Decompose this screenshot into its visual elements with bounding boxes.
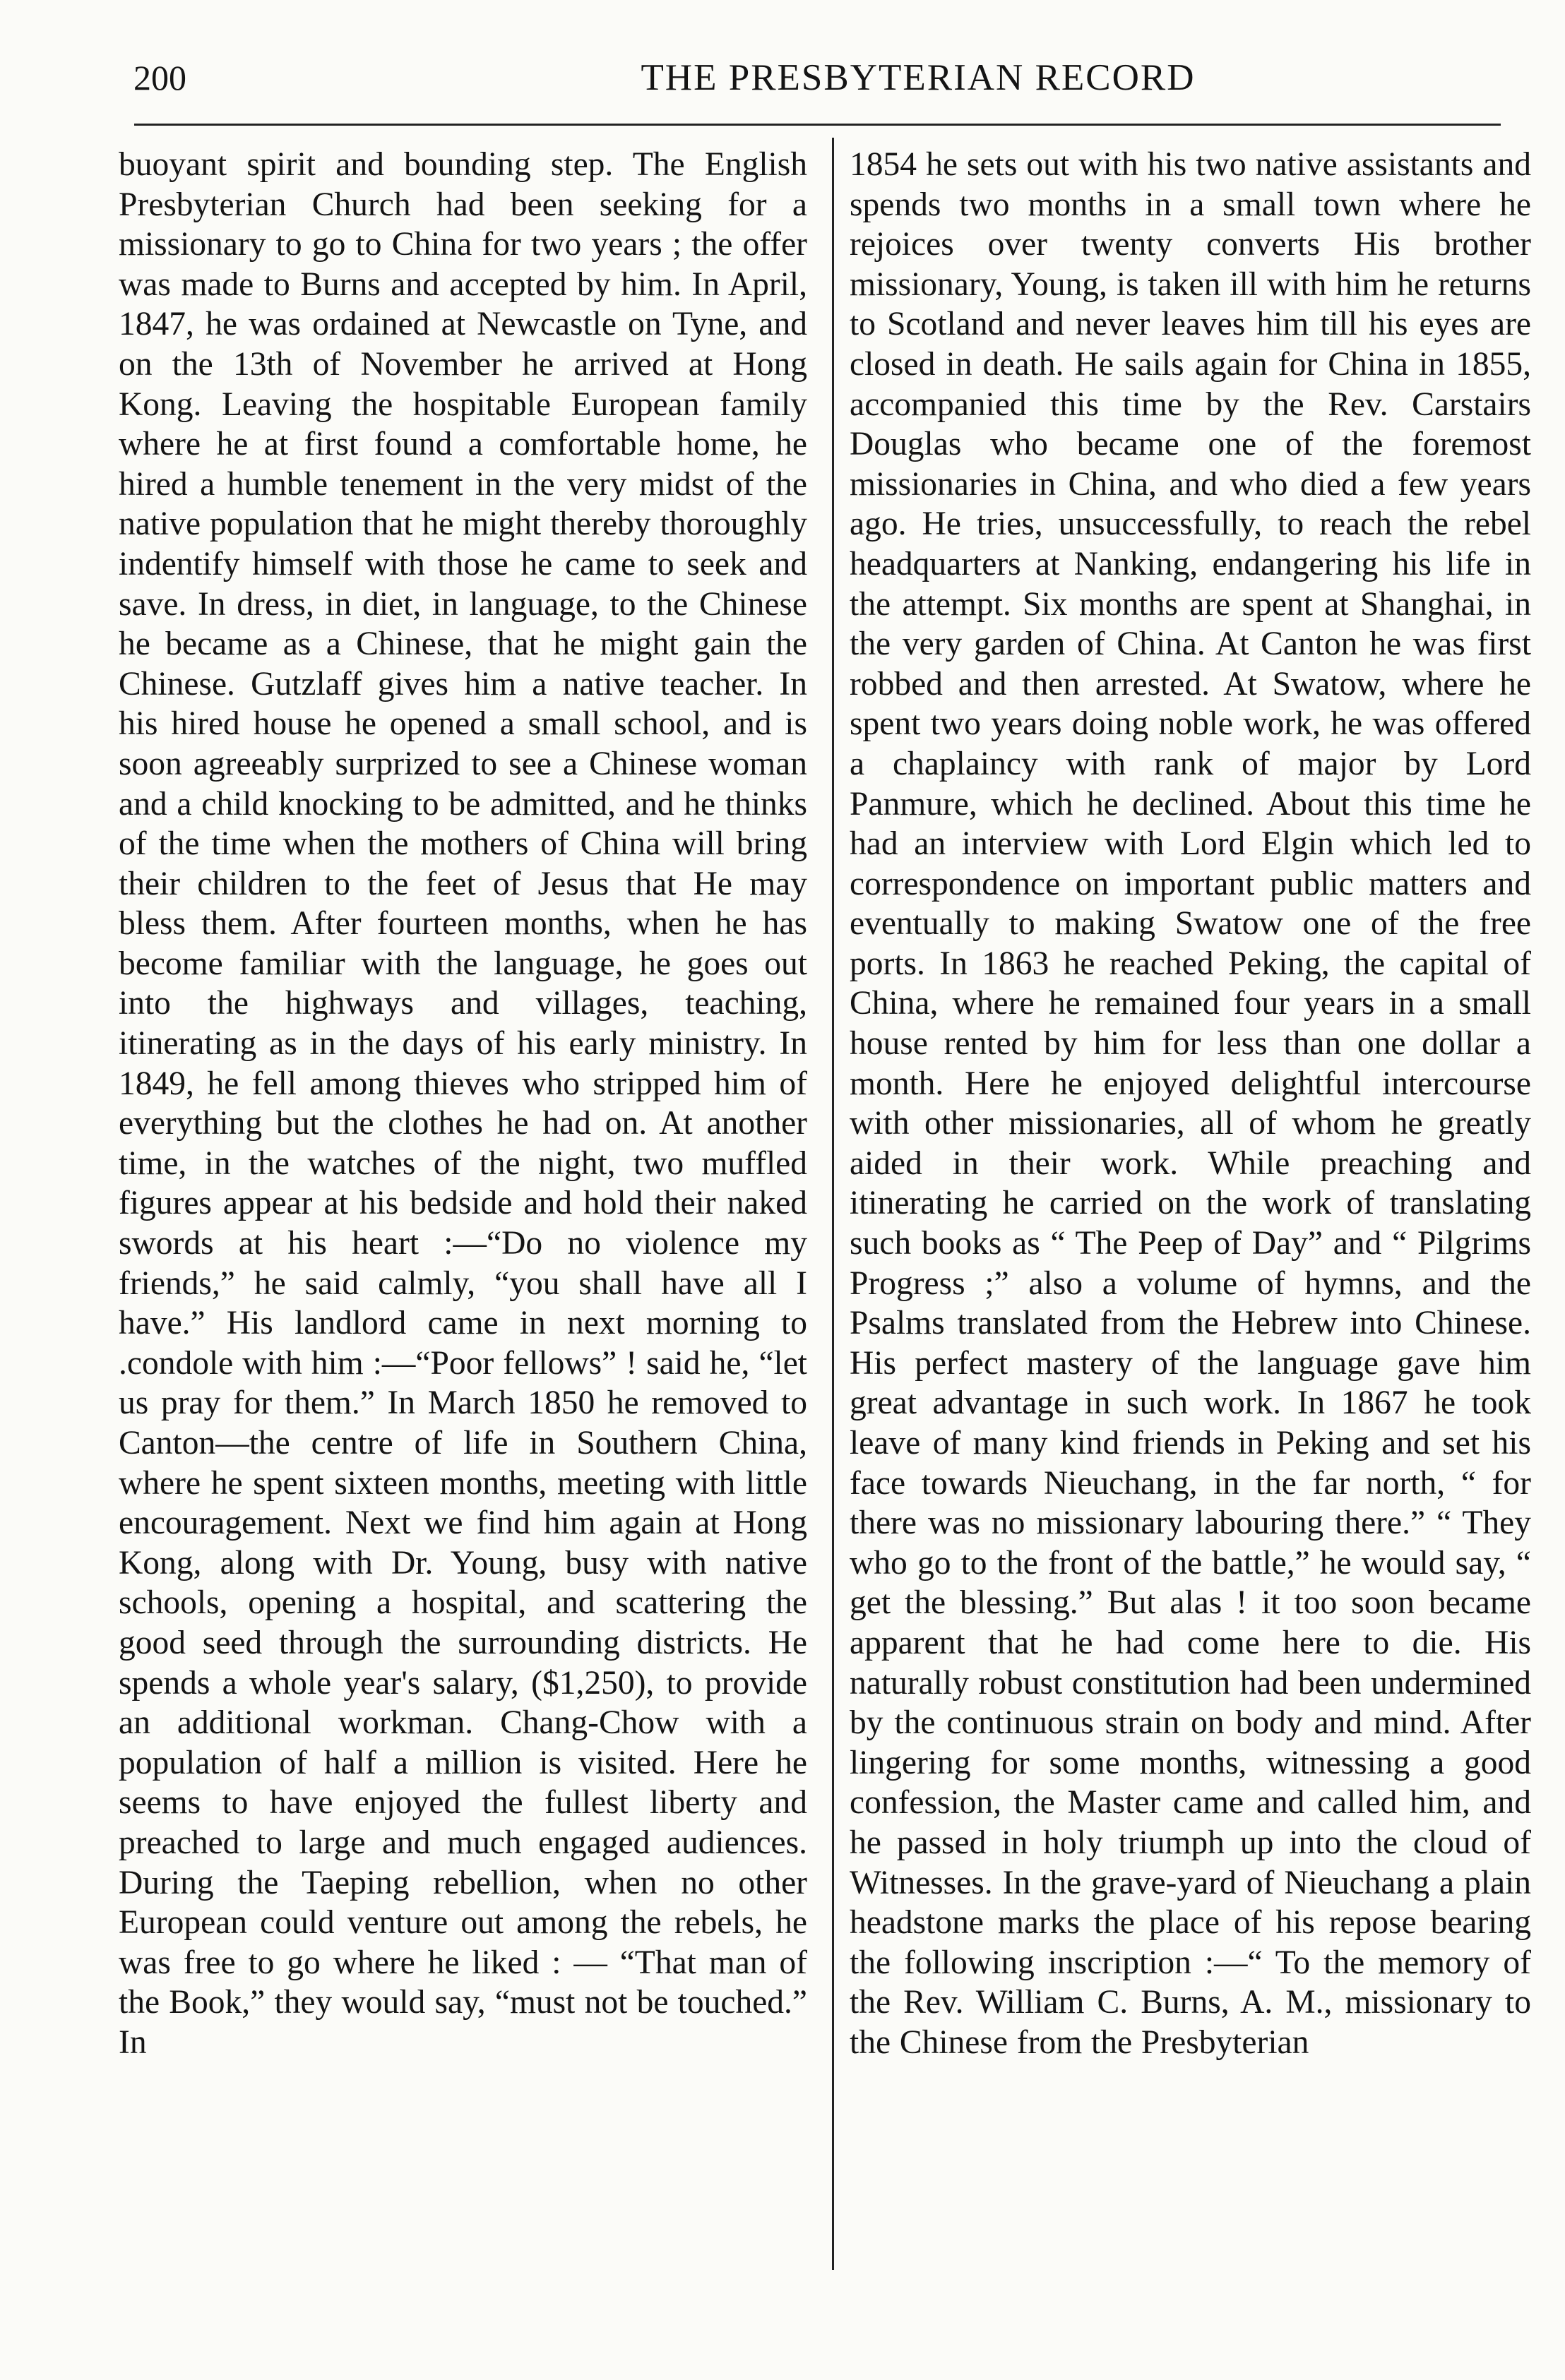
left-column-text: buoyant spirit and bounding step. The English Presbyterian Church had been seeking for a missionary to go to China for two years ; the offer was made to Burns and accepted by him. In April, 1847, he was ordained at Newcastle on Tyne, and on the 13th of November he arrived at Hong Kong. Leaving the hospitable European family where he at first found a comfortable home, he hired a humble tenement in the very midst of the native population that he might thereby thoroughly indentify himself with those he came to seek and save. In dress, in diet, in language, to the Chinese he became as a Chinese, that he might gain the Chinese. Gutzlaff gives him a native teacher. In his hired house he opened a small school, and is soon agreeably surprized to see a Chinese woman and a child knocking to be admitted, and he thinks of the time when the mothers of China will bring their children to the feet of Jesus that He may bless them. After fourteen months, when he has become familiar with the language, he goes out into the highways and villages, teaching, itinerating as in the days of his early ministry. In 1849, he fell among thieves who stripped him of everything but the clothes he had on. At another time, in the watches of the night, two muffled figures appear at his bedside and hold their naked swords at his heart :—“Do no violence my friends,” he said calmly, “you shall have all I have.” His landlord came in next morning to .condole with him :—“Poor fellows” ! said he, “let us pray for them.” In March 1850 he removed to Canton—the centre of life in Southern China, where he spent sixteen months, meeting with little encouragement. Next we find him again at Hong Kong, along with Dr. Young, busy with native schools, opening a hospital, and scattering the good seed through the surrounding districts. He spends a whole year's salary, ($1,250), to provide an additional workman. Chang-Chow with a population of half a million is visited. Here he seems to have enjoyed the fullest liberty and preached to large and much engaged audiences. During the Taeping rebellion, when no other European could venture out among the rebels, he was free to go where he liked : — “That man of the Book,” they would say, “must not be touched.” In <box>119 146 807 2061</box>
page-header <box>124 49 1504 106</box>
right-column-text: 1854 he sets out with his two native assistants and spends two months in a small town where he rejoices over twenty converts His brother missionary, Young, is taken ill with him he returns to Scotland and never leaves him till his eyes are closed in death. He sails again for China in 1855, accompanied this time by the Rev. Carstairs Douglas who became one of the foremost missionaries in China, and who died a few years ago. He tries, unsuccessfully, to reach the rebel headquarters at Nanking, endangering his life in the attempt. Six months are spent at Shanghai, in the very garden of China. At Canton he was first robbed and then arrested. At Swatow, where he spent two years doing noble work, he was offered a chaplaincy with rank of major by Lord Panmure, which he declined. About this time he had an interview with Lord Elgin which led to correspondence on important public matters and eventually to making Swatow one of the free ports. In 1863 he reached Peking, the capital of China, where he remained four years in a small house rented by him for less than one dollar a month. Here he enjoyed delightful intercourse with other missionaries, all of whom he greatly aided in their work. While preaching and itinerating he carried on the work of translating such books as “ The Peep of Day” and “ Pilgrims Progress ;” also a volume of hymns, and the Psalms translated from the Hebrew into Chinese. His perfect mastery of the language gave him great advantage in such work. In 1867 he took leave of many kind friends in Peking and set his face towards Nieuchang, in the far north, “ for there was no missionary labouring there.” “ They who go to the front of the battle,” he would say, “ get the blessing.” But alas ! it too soon became apparent that he had come here to die. His naturally robust constitution had been undermined by the continuous strain on body and mind. After lingering for some months, witnessing a good confession, the Master came and called him, and he passed in holy triumph up into the cloud of Witnesses. In the grave-yard of Nieuchang a plain headstone marks the place of his repose bearing the following inscription :—“ To the memory of the Rev. William C. Burns, A. M., missionary to the Chinese from the Presbyterian <box>850 146 1531 2061</box>
page-number: 200 <box>133 58 186 97</box>
running-title: THE PRESBYTERIAN RECORD <box>641 57 1196 98</box>
header-rule <box>134 124 1501 126</box>
right-column <box>850 145 1531 2256</box>
left-column <box>119 145 807 2256</box>
column-divider <box>832 138 834 2270</box>
